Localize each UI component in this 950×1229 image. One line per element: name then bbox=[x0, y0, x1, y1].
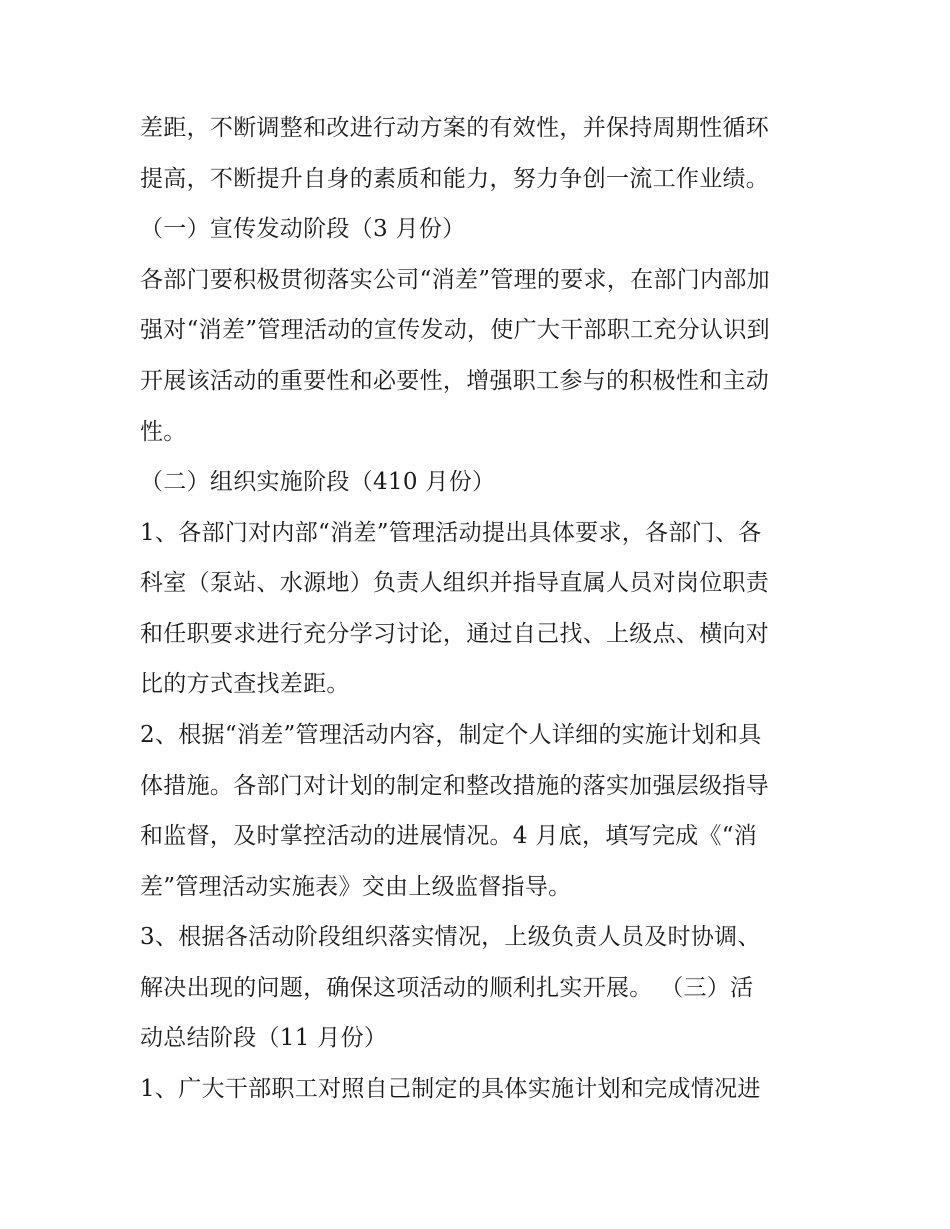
text-line: 2、根据“消差”管理活动内容，制定个人详细的实施计划和具 bbox=[140, 722, 762, 748]
text-line: 差距，不断调整和改进行动方案的有效性，并保持周期性循环 bbox=[140, 115, 770, 141]
text-line: 开展该活动的重要性和必要性，增强职工参与的积极性和主动 bbox=[140, 368, 770, 394]
text-line: 各部门要积极贯彻落实公司“消差”管理的要求，在部门内部加 bbox=[140, 267, 770, 293]
text-line: 动总结阶段（11 月份） bbox=[140, 1025, 388, 1051]
text-line: 性。 bbox=[140, 419, 187, 445]
text-line: 比的方式查找差距。 bbox=[140, 671, 350, 697]
text-line: 体措施。各部门对计划的制定和整改措施的落实加强层级指导 bbox=[140, 773, 770, 799]
text-line: 1、各部门对内部“消差”管理活动提出具体要求，各部门、各 bbox=[140, 520, 762, 546]
text-line: 和监督，及时掌控活动的进展情况。4 月底，填写完成《“消 bbox=[140, 823, 758, 849]
text-line: 和任职要求进行充分学习讨论，通过自己找、上级点、横向对 bbox=[140, 621, 770, 647]
text-line: 3、根据各活动阶段组织落实情况，上级负责人员及时协调、 bbox=[140, 924, 761, 950]
text-line: 差”管理活动实施表》交由上级监督指导。 bbox=[140, 874, 572, 900]
text-line: 强对“消差”管理活动的宣传发动，使广大干部职工充分认识到 bbox=[140, 317, 770, 343]
section-heading: （二）组织实施阶段（410 月份） bbox=[140, 469, 496, 495]
text-line: 解决出现的问题，确保这项活动的顺利扎实开展。 （三）活 bbox=[140, 975, 754, 1001]
text-line: 1、广大干部职工对照自己制定的具体实施计划和完成情况进 bbox=[140, 1076, 761, 1102]
section-heading: （一）宣传发动阶段（3 月份） bbox=[140, 216, 466, 242]
text-line: 提高，不断提升自身的素质和能力，努力争创一流工作业绩。 bbox=[140, 166, 770, 192]
text-line: 科室（泵站、水源地）负责人组织并指导直属人员对岗位职责 bbox=[140, 570, 770, 596]
